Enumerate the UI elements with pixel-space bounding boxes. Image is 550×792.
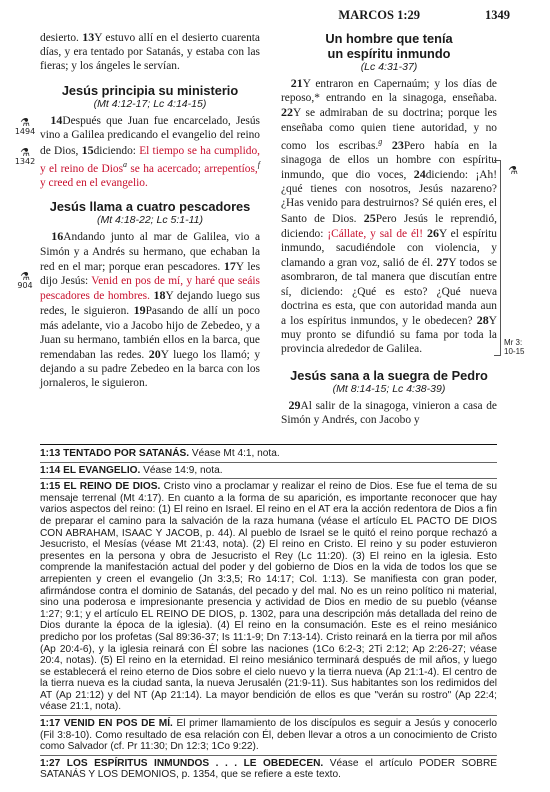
running-head-reference: MARCOS 1:29 bbox=[338, 8, 420, 22]
margin-ref-line: 10-15 bbox=[504, 347, 525, 356]
verse-number: 29 bbox=[288, 398, 301, 413]
note-divider bbox=[40, 715, 497, 716]
symbol-page-number: 904 bbox=[17, 281, 33, 290]
verse-number: 13 bbox=[82, 30, 95, 44]
note-heading: 1:27 LOS ESPÍRITUS INMUNDOS . . . LE OBEDECEN. bbox=[40, 757, 324, 769]
space bbox=[382, 140, 392, 152]
verse-paragraph bbox=[40, 113, 260, 190]
verse-number: 17 bbox=[223, 258, 236, 273]
verse-number: 19 bbox=[133, 303, 146, 318]
study-note bbox=[40, 448, 497, 460]
study-notes bbox=[40, 448, 497, 782]
right-column bbox=[281, 30, 497, 428]
cross-reference-symbol bbox=[14, 272, 36, 290]
verse-number: 27 bbox=[436, 255, 449, 270]
words-of-jesus: y creed en el evangelio. bbox=[40, 176, 148, 189]
verse-text: Y luego los llamó; y dejando a su padre Zebedeo en la barca con los jornaleros, le siguieron. bbox=[40, 349, 261, 390]
seal-icon: ⚗ bbox=[20, 116, 30, 129]
section-heading-line: un espíritu inmundo bbox=[327, 45, 451, 61]
verse-text: Y el espíritu inmundo, sacudiéndole con violencia, y clamando a gran voz, salió de él. bbox=[281, 227, 497, 270]
parallel-references: (Mt 8:14-15; Lc 4:38-39) bbox=[332, 383, 446, 396]
verse-text: diciendo: bbox=[93, 144, 140, 157]
note-text: El primer llamamiento de los discípulos es seguir a Jesús y conocerlo (Fil 3:8-10). Como resultado de esa relación con Él, deben llevar a otros a un conocimiento de Cristo como Salvador (cf. Pr 11:30; Dn 12:3; 1Co 9:22). bbox=[40, 718, 497, 753]
verse-number: 14 bbox=[50, 113, 63, 128]
words-of-jesus: El tiempo se ha cumplido, y el reino de Dios bbox=[40, 144, 260, 175]
notes-separator-rule bbox=[40, 444, 497, 445]
parallel-references: (Mt 4:18-22; Lc 5:1-11) bbox=[96, 214, 204, 227]
verse-text: Y les dijo Jesús: bbox=[40, 260, 260, 288]
verse-number: 15 bbox=[81, 142, 94, 157]
verse-number: 28 bbox=[476, 313, 489, 328]
note-heading: 1:14 EL EVANGELIO. bbox=[40, 464, 141, 476]
verse-text: Y estuvo allí en el desierto cuarenta días, y era tentado por Satanás, y estaba con las fieras; y los ángeles le servían. bbox=[40, 32, 260, 73]
cross-reference-symbol bbox=[506, 166, 520, 175]
verse-text: diciendo: ¡Ah! ¿qué tienes con nosotros, Jesús nazareno? ¿Has venido para destruirnos? Sé quién eres, el Santo de Dios. bbox=[281, 169, 497, 225]
note-text: Véase Mt 4:1, nota. bbox=[189, 448, 280, 459]
study-note bbox=[40, 481, 497, 713]
seal-icon: ⚗ bbox=[20, 270, 30, 283]
footnote-marker: g bbox=[378, 136, 383, 146]
verse-text: Y entraron en Capernaúm; y los días de reposo,* entrando en la sinagoga, enseñaba. bbox=[281, 78, 497, 105]
section-heading bbox=[281, 32, 497, 61]
study-note bbox=[40, 465, 497, 477]
margin-bracket bbox=[494, 160, 501, 356]
words-of-jesus: se ha acercado; arrepentíos, bbox=[127, 162, 258, 175]
verse-number: 26 bbox=[426, 225, 439, 240]
section-heading: Jesús sana a la suegra de Pedro bbox=[290, 367, 488, 383]
seal-icon: ⚗ bbox=[20, 146, 30, 159]
study-note bbox=[40, 718, 497, 753]
verse-number: 20 bbox=[148, 347, 161, 362]
verse-number: 23 bbox=[391, 137, 404, 152]
section-heading: Jesús llama a cuatro pescadores bbox=[49, 198, 251, 214]
symbol-page-number: 1342 bbox=[14, 157, 36, 166]
page-number: 1349 bbox=[485, 8, 510, 22]
margin-cross-reference bbox=[504, 338, 524, 356]
note-text: Véase el artículo PODER SOBRE SATANÁS Y LOS DEMONIOS, p. 1354, que se refiere a este texto. bbox=[40, 757, 498, 781]
verse-number: 18 bbox=[153, 288, 166, 303]
footnote-marker: a bbox=[123, 159, 128, 169]
verse-number: 22 bbox=[281, 105, 293, 120]
verse-number: 21 bbox=[290, 76, 303, 90]
verse-text: Y dejando luego sus redes, le siguieron. bbox=[40, 290, 260, 318]
parallel-references: (Mt 4:12-17; Lc 4:14-15) bbox=[93, 98, 207, 111]
symbol-page-number: 1494 bbox=[14, 127, 36, 136]
verse-number: 24 bbox=[413, 167, 426, 182]
left-column bbox=[40, 30, 260, 391]
verse-text: Al salir de la sinagoga, vinieron a casa de Simón y Andrés, con Jacobo y bbox=[281, 400, 497, 427]
note-text: Véase 14:9, nota. bbox=[140, 464, 223, 476]
verse-text: Después que Juan fue encarcelado, Jesús vino a Galilea predicando el evangelio del reino de Dios, bbox=[40, 115, 260, 157]
note-heading: 1:15 EL REINO DE DIOS. bbox=[40, 481, 161, 493]
verse-text: desierto. bbox=[40, 32, 83, 44]
note-text: Cristo vino a proclamar y realizar el reino de Dios. Ese fue el tema de su mensaje terrenal (Mt 4:17). En cuanto a la forma de su aparición, es importante reconocer que hay varios aspectos del reino: (1) El reino en Israel. El reino en el AT era la acción redentora de Dios a fin de preparar el camino para la salvación de la raza humana (véase el artículo EL PACTO DE DIOS CON ABRAHAM, ISAAC Y JACOB, p. 44). Al pueblo de Israel se le quitó el reino porque rechazó a Jesucristo, el Mesías (véase Mt 21:43, nota). (2) El reino en Cristo. El reino y su poder estuvieron presentes en la persona y obra de Jesucristo el Rey (Lc 11:20). (3) El reino en la iglesia. Esto comprende la manifestación actual del poder y del gobierno de Dios en la vida de todos los que se arrepienten y creen el evangelio (Jn 3:3,5; Ro 14:17; Col. 1:13). Se manifiesta con gran poder, afirmándose contra el dominio de Satanás, del pecado y del mal. No es un reino político ni material, sino una poderosa e impresionante presencia y actividad de Dios en medio de su pueblo (véanse 1:27; 9:1; y el artículo EL REINO DE DIOS, p. 1302, para una descripción más detallada del reino de Dios durante la época de la iglesia). (4) El reino en la consumación. Este es el reino mesiánico predicho por los profetas (Sal 89:36-37; Is 11:1-9; Dn 7:13-14). Cristo reinará en la tierra por mil años (Ap 20:4-6), y la iglesia reinará con Él sobre las naciones (1Co 6:2-3; 2Ti 2:12; Ap 2:26-27; véase 20:4, notas). (5) El reino en la eternidad. El reino mesiánico terminará después de mil años, y luego se establecerá el reino eterno de Dios sobre el cielo nuevo y la tierra nueva (Ap 21:1-4). El centro de la tierra nueva es la ciudad santa, la nueva Jerusalén (21:9-11). Sus habitantes son los redimidos del AT (Ap 21:12) y del NT (Ap 21:14). La mayor bendición de ellos es que "verán su rostro" (Ap 22:4; véase 21:1, nota). bbox=[40, 481, 497, 713]
words-of-jesus: ¡Cállate, y sal de él! bbox=[327, 227, 424, 240]
verse-text: Y se admiraban de su doctrina; porque les enseñaba como quien tiene autoridad, y no como los escribas. bbox=[281, 107, 497, 152]
verse-text: Pero Jesús le reprendió, diciendo: bbox=[281, 212, 498, 240]
seal-icon: ⚗ bbox=[508, 164, 518, 177]
verse-paragraph bbox=[281, 76, 497, 357]
verse-paragraph bbox=[40, 229, 260, 390]
verse-text: Pasando de allí un poco más adelante, vio a Jacobo hijo de Zebedeo, y a Juan su hermano, también ellos en la barca, que remendaban las redes. bbox=[40, 305, 260, 362]
verse-number: 25 bbox=[363, 210, 376, 225]
note-divider bbox=[40, 462, 497, 463]
verse-text: Andando junto al mar de Galilea, vio a Simón y a Andrés su hermano, que echaban la red en el mar; porque eran pescadores. bbox=[40, 231, 260, 273]
note-heading: 1:17 VENID EN POS DE MÍ. bbox=[40, 718, 173, 730]
parallel-references: (Lc 4:31-37) bbox=[360, 61, 418, 73]
page-header bbox=[40, 8, 510, 24]
verse-paragraph bbox=[40, 30, 260, 74]
study-note bbox=[40, 758, 497, 781]
verse-number: 16 bbox=[51, 229, 64, 244]
words-of-jesus: Venid en pos de mí, y haré que seáis pescadores de hombres. bbox=[40, 275, 260, 303]
verse-text: Y muy pronto se difundió su fama por toda la provincia alrededor de Galilea. bbox=[281, 315, 497, 356]
margin-ref-line: Mr 3: bbox=[504, 338, 523, 347]
section-heading: Jesús principia su ministerio bbox=[61, 82, 239, 98]
verse-text: Pero había en la sinagoga de ellos un hombre con espíritu inmundo, que dio voces, bbox=[281, 139, 497, 182]
note-divider bbox=[40, 755, 497, 756]
note-divider bbox=[40, 478, 497, 479]
note-heading: 1:13 TENTADO POR SATANÁS. bbox=[40, 448, 190, 459]
footnote-marker: f bbox=[257, 159, 260, 169]
verse-text: Y todos se asombraron, de tal manera que discutían entre sí, diciendo: ¿Qué es esto? ¿Qué nueva doctrina es esta, que con autoridad manda aun a los espíritus inmundos, y le obedecen? bbox=[281, 257, 497, 328]
cross-reference-symbol bbox=[14, 148, 36, 166]
section-heading-line: Un hombre que tenía bbox=[325, 31, 453, 46]
cross-reference-symbol bbox=[14, 118, 36, 136]
verse-paragraph bbox=[281, 398, 497, 427]
